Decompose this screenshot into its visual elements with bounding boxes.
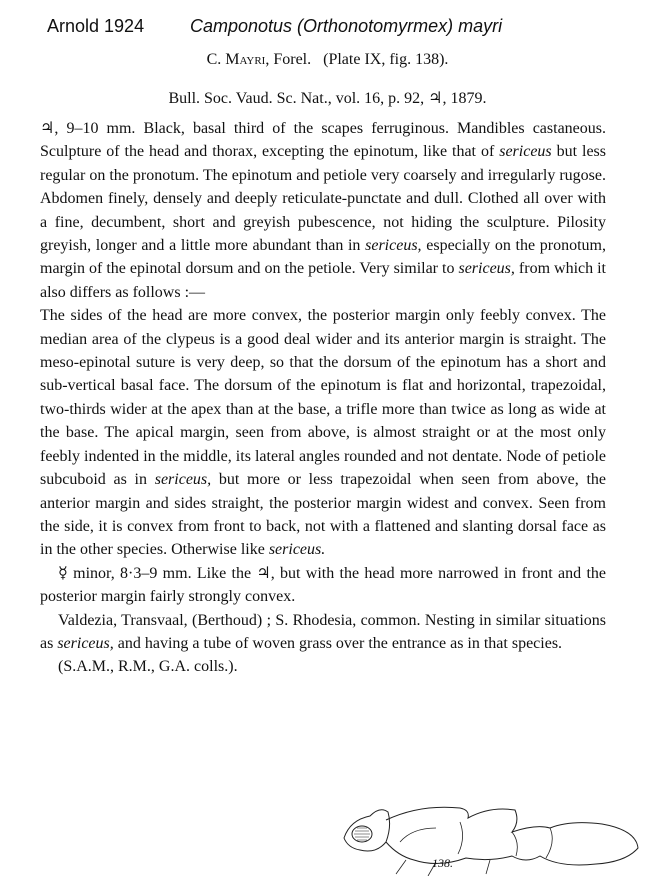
figure-eye-stipple — [354, 828, 370, 840]
p2-text-1: The sides of the head are more convex, the posterior margin only feebly convex. The median area of the clypeus is a good deal wider and its anterior margin is straight. The meso-epinotal suture is very deep, so that the dorsum of the epinotum has a short and sub-vertical basal face. The dorsum of the epinotum is flat and horizontal, trapezoidal, two-thirds wider at the apex than at the base, a trifle more than twice as long as wide at the base. The apical margin, seen from above, is almost straight or at the most only feebly indented in the middle, its lateral angles rounded and not dentate. Node of petiole subcuboid as in — [40, 307, 606, 489]
paragraph-1 — [40, 117, 606, 304]
paragraph-5: (S.A.M., R.M., G.A. colls.). — [58, 658, 238, 676]
p1-text-2: but less regular on the pronotum. The epinotum and petiole very coarsely and irregularly rugose. Abdomen finely, densely and deeply reticulate-punctate and dull. Clothed all over with a fine, decumbent, short and greyish pubescence, not hiding the sculpture. Pilosity greyish, longer and a little more abundant than in — [40, 143, 606, 255]
p1-text-3: especially on the pronotum, margin of the epinotal dorsum and on the petiole. Very similar to — [40, 237, 607, 278]
title-rest: , Forel. (Plate IX, fig. 138). — [265, 51, 449, 68]
p1-text-4: from which it also differs as follows :— — [40, 260, 607, 301]
title-name-caps: Mayri — [225, 51, 266, 68]
p2-text-2: but more or less trapezoidal when seen from above, the anterior margin and sides straight, the posterior margin widest and convex. Seen from the side, it is convex from front to back, not with a flattened and slanting dorsal face as in the other species. Otherwise like — [40, 471, 607, 559]
p4-italic-1: sericeus, — [57, 634, 114, 652]
p1-italic-1: sericeus — [499, 143, 552, 161]
p1-italic-3: sericeus, — [458, 260, 515, 278]
figure-body-outline — [386, 807, 638, 865]
paragraph-4 — [40, 609, 606, 656]
description-body — [40, 117, 606, 679]
figure-head-outline — [344, 810, 390, 851]
p2-italic-1: sericeus, — [154, 471, 212, 489]
header-species-name: Camponotus (Orthonotomyrmex) mayri — [190, 16, 503, 36]
figure-label: 138. — [432, 856, 453, 870]
species-title-line — [0, 51, 655, 69]
page-header — [0, 10, 655, 40]
title-name-prefix: C. — [206, 51, 226, 68]
p4-text-2: and having a tube of woven grass over the entrance as in that species. — [113, 634, 563, 652]
paragraph-2 — [40, 304, 606, 561]
p1-text-1: ♃, 9–10 mm. Black, basal third of the scapes ferruginous. Mandibles castaneous. Sculpture of the head and thorax, excepting the epinotum, like that of — [40, 120, 606, 161]
header-author-year: Arnold 1924 — [47, 16, 145, 36]
p1-italic-2: sericeus, — [365, 237, 422, 255]
p4-text-1: Valdezia, Transvaal, (Berthoud) ; S. Rhodesia, common. Nesting in similar situations as — [40, 611, 606, 652]
paragraph-3: ☿ minor, 8·3–9 mm. Like the ♃, but with the head more narrowed in front and the posterior margin fairly strongly convex. — [40, 564, 606, 606]
figure-138-ant-outline — [340, 798, 640, 876]
citation-line: Bull. Soc. Vaud. Sc. Nat., vol. 16, p. 92, ♃, 1879. — [168, 90, 487, 107]
p2-italic-2: sericeus. — [268, 541, 326, 559]
